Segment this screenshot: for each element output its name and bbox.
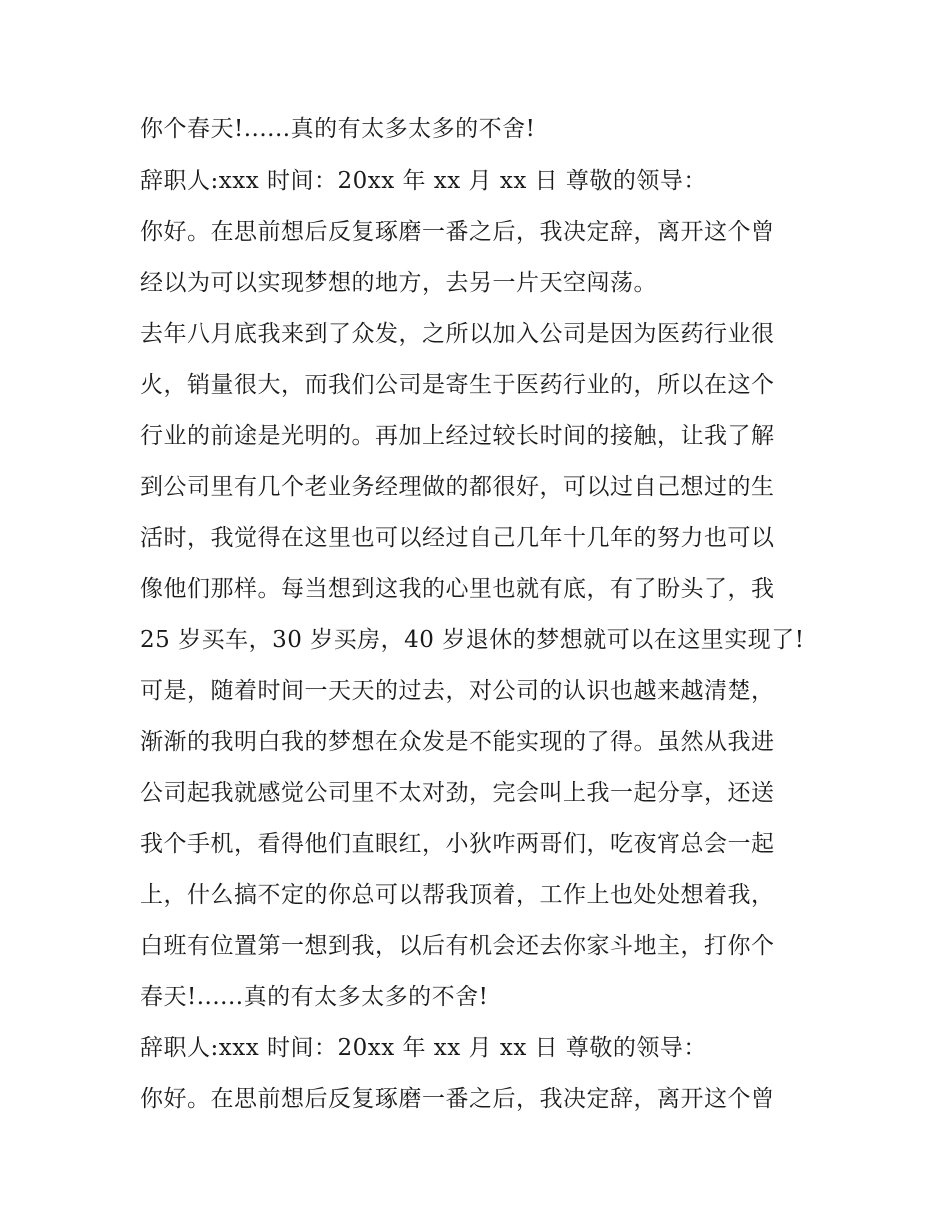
- text-line: 辞职人:xxx 时间：20xx 年 xx 月 xx 日 尊敬的领导：: [140, 168, 707, 194]
- text-line: 可是，随着时间一天天的过去，对公司的认识也越来越清楚，: [140, 678, 775, 704]
- text-line: 你好。在思前想后反复琢磨一番之后，我决定辞，离开这个曾: [140, 219, 775, 245]
- text-line: 辞职人:xxx 时间：20xx 年 xx 月 xx 日 尊敬的领导：: [140, 1035, 707, 1061]
- text-line: 火，销量很大，而我们公司是寄生于医药行业的，所以在这个: [140, 372, 775, 398]
- text-line: 白班有位置第一想到我，以后有机会还去你家斗地主，打你个: [140, 933, 775, 959]
- text-line: 经以为可以实现梦想的地方，去另一片天空闯荡。: [140, 270, 657, 296]
- text-line: 渐渐的我明白我的梦想在众发是不能实现的了得。虽然从我进: [140, 729, 775, 755]
- text-line: 到公司里有几个老业务经理做的都很好，可以过自己想过的生: [140, 474, 775, 500]
- text-line: 公司起我就感觉公司里不太对劲，完会叫上我一起分享，还送: [140, 780, 775, 806]
- text-line: 你个春天!......真的有太多太多的不舍!: [140, 116, 536, 142]
- text-line: 我个手机，看得他们直眼红，小狄咋两哥们，吃夜宵总会一起: [140, 831, 775, 857]
- text-line: 行业的前途是光明的。再加上经过较长时间的接触，让我了解: [140, 423, 775, 449]
- text-line: 25 岁买车，30 岁买房，40 岁退休的梦想就可以在这里实现了!: [140, 627, 805, 653]
- text-line: 春天!......真的有太多太多的不舍!: [140, 984, 489, 1010]
- text-line: 像他们那样。每当想到这我的心里也就有底，有了盼头了，我: [140, 576, 775, 602]
- text-line: 活时，我觉得在这里也可以经过自己几年十几年的努力也可以: [140, 525, 775, 551]
- text-line: 你好。在思前想后反复琢磨一番之后，我决定辞，离开这个曾: [140, 1086, 775, 1112]
- text-line: 上，什么搞不定的你总可以帮我顶着，工作上也处处想着我，: [140, 882, 775, 908]
- text-line: 去年八月底我来到了众发，之所以加入公司是因为医药行业很: [140, 321, 775, 347]
